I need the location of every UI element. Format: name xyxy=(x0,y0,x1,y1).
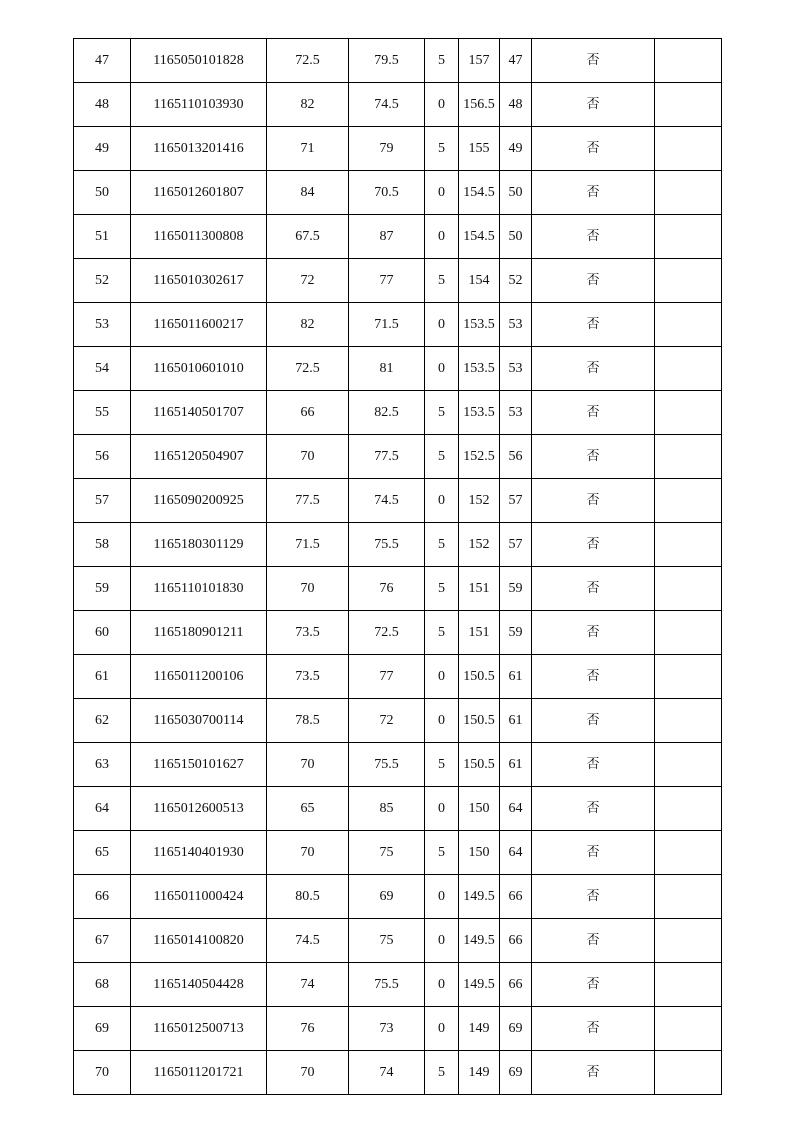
cell-seq-number: 67 xyxy=(74,919,131,963)
cell-candidate-id: 1165010601010 xyxy=(131,347,267,391)
cell-seq-number: 61 xyxy=(74,655,131,699)
cell-score-b: 72.5 xyxy=(349,611,425,655)
cell-bonus: 5 xyxy=(425,831,459,875)
cell-score-a: 84 xyxy=(267,171,349,215)
cell-flag: 否 xyxy=(532,611,655,655)
cell-total: 150.5 xyxy=(459,655,500,699)
cell-score-b: 79 xyxy=(349,127,425,171)
cell-flag: 否 xyxy=(532,435,655,479)
table-row xyxy=(74,919,722,963)
cell-total: 157 xyxy=(459,39,500,83)
cell-seq-number: 55 xyxy=(74,391,131,435)
cell-total: 154.5 xyxy=(459,215,500,259)
cell-bonus: 0 xyxy=(425,83,459,127)
cell-flag: 否 xyxy=(532,303,655,347)
cell-flag: 否 xyxy=(532,171,655,215)
cell-score-a: 65 xyxy=(267,787,349,831)
cell-bonus: 0 xyxy=(425,1007,459,1051)
cell-rank: 66 xyxy=(500,919,532,963)
cell-score-b: 75.5 xyxy=(349,963,425,1007)
cell-score-b: 75 xyxy=(349,919,425,963)
cell-flag: 否 xyxy=(532,919,655,963)
cell-bonus: 5 xyxy=(425,435,459,479)
cell-rank: 64 xyxy=(500,787,532,831)
cell-total: 151 xyxy=(459,567,500,611)
cell-seq-number: 66 xyxy=(74,875,131,919)
cell-candidate-id: 1165013201416 xyxy=(131,127,267,171)
cell-flag: 否 xyxy=(532,655,655,699)
cell-score-a: 82 xyxy=(267,83,349,127)
cell-note xyxy=(655,259,722,303)
cell-score-b: 76 xyxy=(349,567,425,611)
cell-bonus: 0 xyxy=(425,963,459,1007)
table-row xyxy=(74,391,722,435)
cell-bonus: 0 xyxy=(425,171,459,215)
cell-bonus: 0 xyxy=(425,215,459,259)
cell-candidate-id: 1165012600513 xyxy=(131,787,267,831)
table-row xyxy=(74,347,722,391)
cell-candidate-id: 1165011000424 xyxy=(131,875,267,919)
cell-note xyxy=(655,435,722,479)
cell-bonus: 5 xyxy=(425,611,459,655)
table-row xyxy=(74,479,722,523)
cell-candidate-id: 1165120504907 xyxy=(131,435,267,479)
cell-note xyxy=(655,39,722,83)
cell-total: 150.5 xyxy=(459,699,500,743)
cell-rank: 66 xyxy=(500,875,532,919)
table-row xyxy=(74,523,722,567)
cell-candidate-id: 1165090200925 xyxy=(131,479,267,523)
cell-bonus: 5 xyxy=(425,391,459,435)
cell-rank: 64 xyxy=(500,831,532,875)
cell-rank: 49 xyxy=(500,127,532,171)
cell-note xyxy=(655,215,722,259)
table-row xyxy=(74,83,722,127)
cell-total: 150.5 xyxy=(459,743,500,787)
cell-score-a: 74 xyxy=(267,963,349,1007)
cell-seq-number: 57 xyxy=(74,479,131,523)
cell-note xyxy=(655,919,722,963)
table-row xyxy=(74,787,722,831)
cell-score-b: 82.5 xyxy=(349,391,425,435)
cell-seq-number: 62 xyxy=(74,699,131,743)
cell-note xyxy=(655,391,722,435)
cell-note xyxy=(655,699,722,743)
cell-bonus: 5 xyxy=(425,523,459,567)
cell-seq-number: 68 xyxy=(74,963,131,1007)
cell-total: 151 xyxy=(459,611,500,655)
cell-score-a: 72.5 xyxy=(267,347,349,391)
cell-rank: 53 xyxy=(500,347,532,391)
cell-seq-number: 69 xyxy=(74,1007,131,1051)
cell-flag: 否 xyxy=(532,39,655,83)
cell-flag: 否 xyxy=(532,523,655,567)
cell-score-a: 72.5 xyxy=(267,39,349,83)
cell-score-a: 70 xyxy=(267,743,349,787)
cell-score-a: 70 xyxy=(267,831,349,875)
cell-score-a: 66 xyxy=(267,391,349,435)
cell-seq-number: 49 xyxy=(74,127,131,171)
cell-score-b: 85 xyxy=(349,787,425,831)
cell-seq-number: 65 xyxy=(74,831,131,875)
cell-total: 149.5 xyxy=(459,919,500,963)
cell-score-b: 74.5 xyxy=(349,83,425,127)
cell-rank: 59 xyxy=(500,567,532,611)
cell-score-b: 81 xyxy=(349,347,425,391)
cell-score-a: 70 xyxy=(267,1051,349,1095)
cell-note xyxy=(655,523,722,567)
cell-candidate-id: 1165140504428 xyxy=(131,963,267,1007)
cell-bonus: 0 xyxy=(425,875,459,919)
results-table xyxy=(73,38,722,1095)
cell-candidate-id: 1165012500713 xyxy=(131,1007,267,1051)
cell-note xyxy=(655,479,722,523)
cell-total: 149 xyxy=(459,1051,500,1095)
cell-score-b: 72 xyxy=(349,699,425,743)
cell-rank: 53 xyxy=(500,303,532,347)
cell-candidate-id: 1165030700114 xyxy=(131,699,267,743)
cell-score-a: 82 xyxy=(267,303,349,347)
cell-bonus: 5 xyxy=(425,127,459,171)
cell-bonus: 0 xyxy=(425,303,459,347)
cell-candidate-id: 1165050101828 xyxy=(131,39,267,83)
cell-bonus: 5 xyxy=(425,567,459,611)
cell-total: 154.5 xyxy=(459,171,500,215)
cell-candidate-id: 1165180301129 xyxy=(131,523,267,567)
cell-total: 152 xyxy=(459,479,500,523)
cell-score-b: 74 xyxy=(349,1051,425,1095)
cell-score-a: 71 xyxy=(267,127,349,171)
cell-score-b: 75.5 xyxy=(349,743,425,787)
cell-total: 153.5 xyxy=(459,303,500,347)
table-row xyxy=(74,743,722,787)
table-row xyxy=(74,1007,722,1051)
cell-flag: 否 xyxy=(532,83,655,127)
cell-candidate-id: 1165140401930 xyxy=(131,831,267,875)
cell-score-a: 73.5 xyxy=(267,611,349,655)
cell-score-b: 75 xyxy=(349,831,425,875)
cell-score-b: 74.5 xyxy=(349,479,425,523)
cell-rank: 61 xyxy=(500,655,532,699)
cell-flag: 否 xyxy=(532,875,655,919)
cell-total: 150 xyxy=(459,831,500,875)
cell-rank: 69 xyxy=(500,1007,532,1051)
cell-seq-number: 54 xyxy=(74,347,131,391)
cell-note xyxy=(655,83,722,127)
cell-score-a: 80.5 xyxy=(267,875,349,919)
cell-candidate-id: 1165011200106 xyxy=(131,655,267,699)
table-row xyxy=(74,171,722,215)
cell-candidate-id: 1165140501707 xyxy=(131,391,267,435)
cell-bonus: 0 xyxy=(425,347,459,391)
cell-rank: 56 xyxy=(500,435,532,479)
table-row xyxy=(74,435,722,479)
cell-rank: 69 xyxy=(500,1051,532,1095)
cell-flag: 否 xyxy=(532,215,655,259)
cell-seq-number: 51 xyxy=(74,215,131,259)
cell-total: 149.5 xyxy=(459,963,500,1007)
cell-note xyxy=(655,567,722,611)
cell-flag: 否 xyxy=(532,963,655,1007)
cell-score-b: 77.5 xyxy=(349,435,425,479)
cell-candidate-id: 1165010302617 xyxy=(131,259,267,303)
cell-total: 153.5 xyxy=(459,391,500,435)
cell-score-b: 73 xyxy=(349,1007,425,1051)
cell-score-b: 87 xyxy=(349,215,425,259)
cell-candidate-id: 1165110103930 xyxy=(131,83,267,127)
cell-seq-number: 58 xyxy=(74,523,131,567)
cell-rank: 50 xyxy=(500,171,532,215)
cell-note xyxy=(655,963,722,1007)
cell-flag: 否 xyxy=(532,391,655,435)
cell-candidate-id: 1165011600217 xyxy=(131,303,267,347)
cell-total: 156.5 xyxy=(459,83,500,127)
table-row xyxy=(74,1051,722,1095)
cell-score-b: 70.5 xyxy=(349,171,425,215)
table-row xyxy=(74,127,722,171)
cell-candidate-id: 1165014100820 xyxy=(131,919,267,963)
cell-score-a: 73.5 xyxy=(267,655,349,699)
cell-note xyxy=(655,303,722,347)
cell-note xyxy=(655,347,722,391)
cell-score-a: 70 xyxy=(267,567,349,611)
cell-total: 152.5 xyxy=(459,435,500,479)
cell-seq-number: 47 xyxy=(74,39,131,83)
table-row xyxy=(74,611,722,655)
cell-rank: 66 xyxy=(500,963,532,1007)
cell-rank: 47 xyxy=(500,39,532,83)
table-row xyxy=(74,875,722,919)
cell-seq-number: 50 xyxy=(74,171,131,215)
cell-flag: 否 xyxy=(532,347,655,391)
cell-seq-number: 64 xyxy=(74,787,131,831)
cell-score-a: 74.5 xyxy=(267,919,349,963)
cell-note xyxy=(655,743,722,787)
table-row xyxy=(74,699,722,743)
cell-seq-number: 60 xyxy=(74,611,131,655)
cell-seq-number: 70 xyxy=(74,1051,131,1095)
cell-bonus: 5 xyxy=(425,743,459,787)
cell-candidate-id: 1165011201721 xyxy=(131,1051,267,1095)
table-row xyxy=(74,39,722,83)
cell-rank: 61 xyxy=(500,743,532,787)
cell-seq-number: 52 xyxy=(74,259,131,303)
table-row xyxy=(74,303,722,347)
cell-rank: 57 xyxy=(500,479,532,523)
cell-score-b: 77 xyxy=(349,259,425,303)
cell-total: 155 xyxy=(459,127,500,171)
cell-total: 149 xyxy=(459,1007,500,1051)
cell-bonus: 5 xyxy=(425,39,459,83)
cell-flag: 否 xyxy=(532,1007,655,1051)
cell-flag: 否 xyxy=(532,743,655,787)
cell-note xyxy=(655,171,722,215)
cell-flag: 否 xyxy=(532,127,655,171)
cell-rank: 50 xyxy=(500,215,532,259)
cell-note xyxy=(655,831,722,875)
cell-flag: 否 xyxy=(532,479,655,523)
cell-bonus: 0 xyxy=(425,479,459,523)
cell-note xyxy=(655,611,722,655)
cell-bonus: 5 xyxy=(425,259,459,303)
cell-candidate-id: 1165012601807 xyxy=(131,171,267,215)
cell-note xyxy=(655,787,722,831)
table-body xyxy=(74,39,722,1095)
cell-score-b: 79.5 xyxy=(349,39,425,83)
cell-score-a: 71.5 xyxy=(267,523,349,567)
cell-score-b: 75.5 xyxy=(349,523,425,567)
table-row xyxy=(74,963,722,1007)
cell-score-a: 72 xyxy=(267,259,349,303)
table-row xyxy=(74,259,722,303)
cell-flag: 否 xyxy=(532,259,655,303)
cell-rank: 61 xyxy=(500,699,532,743)
table-row xyxy=(74,655,722,699)
cell-note xyxy=(655,875,722,919)
table-row xyxy=(74,831,722,875)
cell-score-a: 78.5 xyxy=(267,699,349,743)
cell-score-a: 70 xyxy=(267,435,349,479)
cell-flag: 否 xyxy=(532,787,655,831)
cell-note xyxy=(655,127,722,171)
cell-note xyxy=(655,1051,722,1095)
cell-score-b: 69 xyxy=(349,875,425,919)
cell-score-a: 77.5 xyxy=(267,479,349,523)
cell-total: 152 xyxy=(459,523,500,567)
cell-seq-number: 63 xyxy=(74,743,131,787)
cell-bonus: 0 xyxy=(425,655,459,699)
cell-rank: 48 xyxy=(500,83,532,127)
cell-flag: 否 xyxy=(532,1051,655,1095)
cell-rank: 52 xyxy=(500,259,532,303)
cell-total: 153.5 xyxy=(459,347,500,391)
cell-score-a: 67.5 xyxy=(267,215,349,259)
cell-candidate-id: 1165110101830 xyxy=(131,567,267,611)
cell-rank: 57 xyxy=(500,523,532,567)
cell-rank: 53 xyxy=(500,391,532,435)
cell-seq-number: 48 xyxy=(74,83,131,127)
cell-seq-number: 53 xyxy=(74,303,131,347)
cell-total: 154 xyxy=(459,259,500,303)
cell-candidate-id: 1165180901211 xyxy=(131,611,267,655)
cell-flag: 否 xyxy=(532,567,655,611)
cell-score-b: 71.5 xyxy=(349,303,425,347)
cell-seq-number: 59 xyxy=(74,567,131,611)
cell-bonus: 0 xyxy=(425,699,459,743)
cell-seq-number: 56 xyxy=(74,435,131,479)
table-row xyxy=(74,215,722,259)
cell-rank: 59 xyxy=(500,611,532,655)
cell-bonus: 0 xyxy=(425,919,459,963)
cell-bonus: 0 xyxy=(425,787,459,831)
cell-candidate-id: 1165011300808 xyxy=(131,215,267,259)
cell-total: 149.5 xyxy=(459,875,500,919)
cell-note xyxy=(655,655,722,699)
table-row xyxy=(74,567,722,611)
cell-score-a: 76 xyxy=(267,1007,349,1051)
cell-candidate-id: 1165150101627 xyxy=(131,743,267,787)
cell-flag: 否 xyxy=(532,831,655,875)
cell-flag: 否 xyxy=(532,699,655,743)
cell-note xyxy=(655,1007,722,1051)
cell-total: 150 xyxy=(459,787,500,831)
cell-score-b: 77 xyxy=(349,655,425,699)
cell-bonus: 5 xyxy=(425,1051,459,1095)
